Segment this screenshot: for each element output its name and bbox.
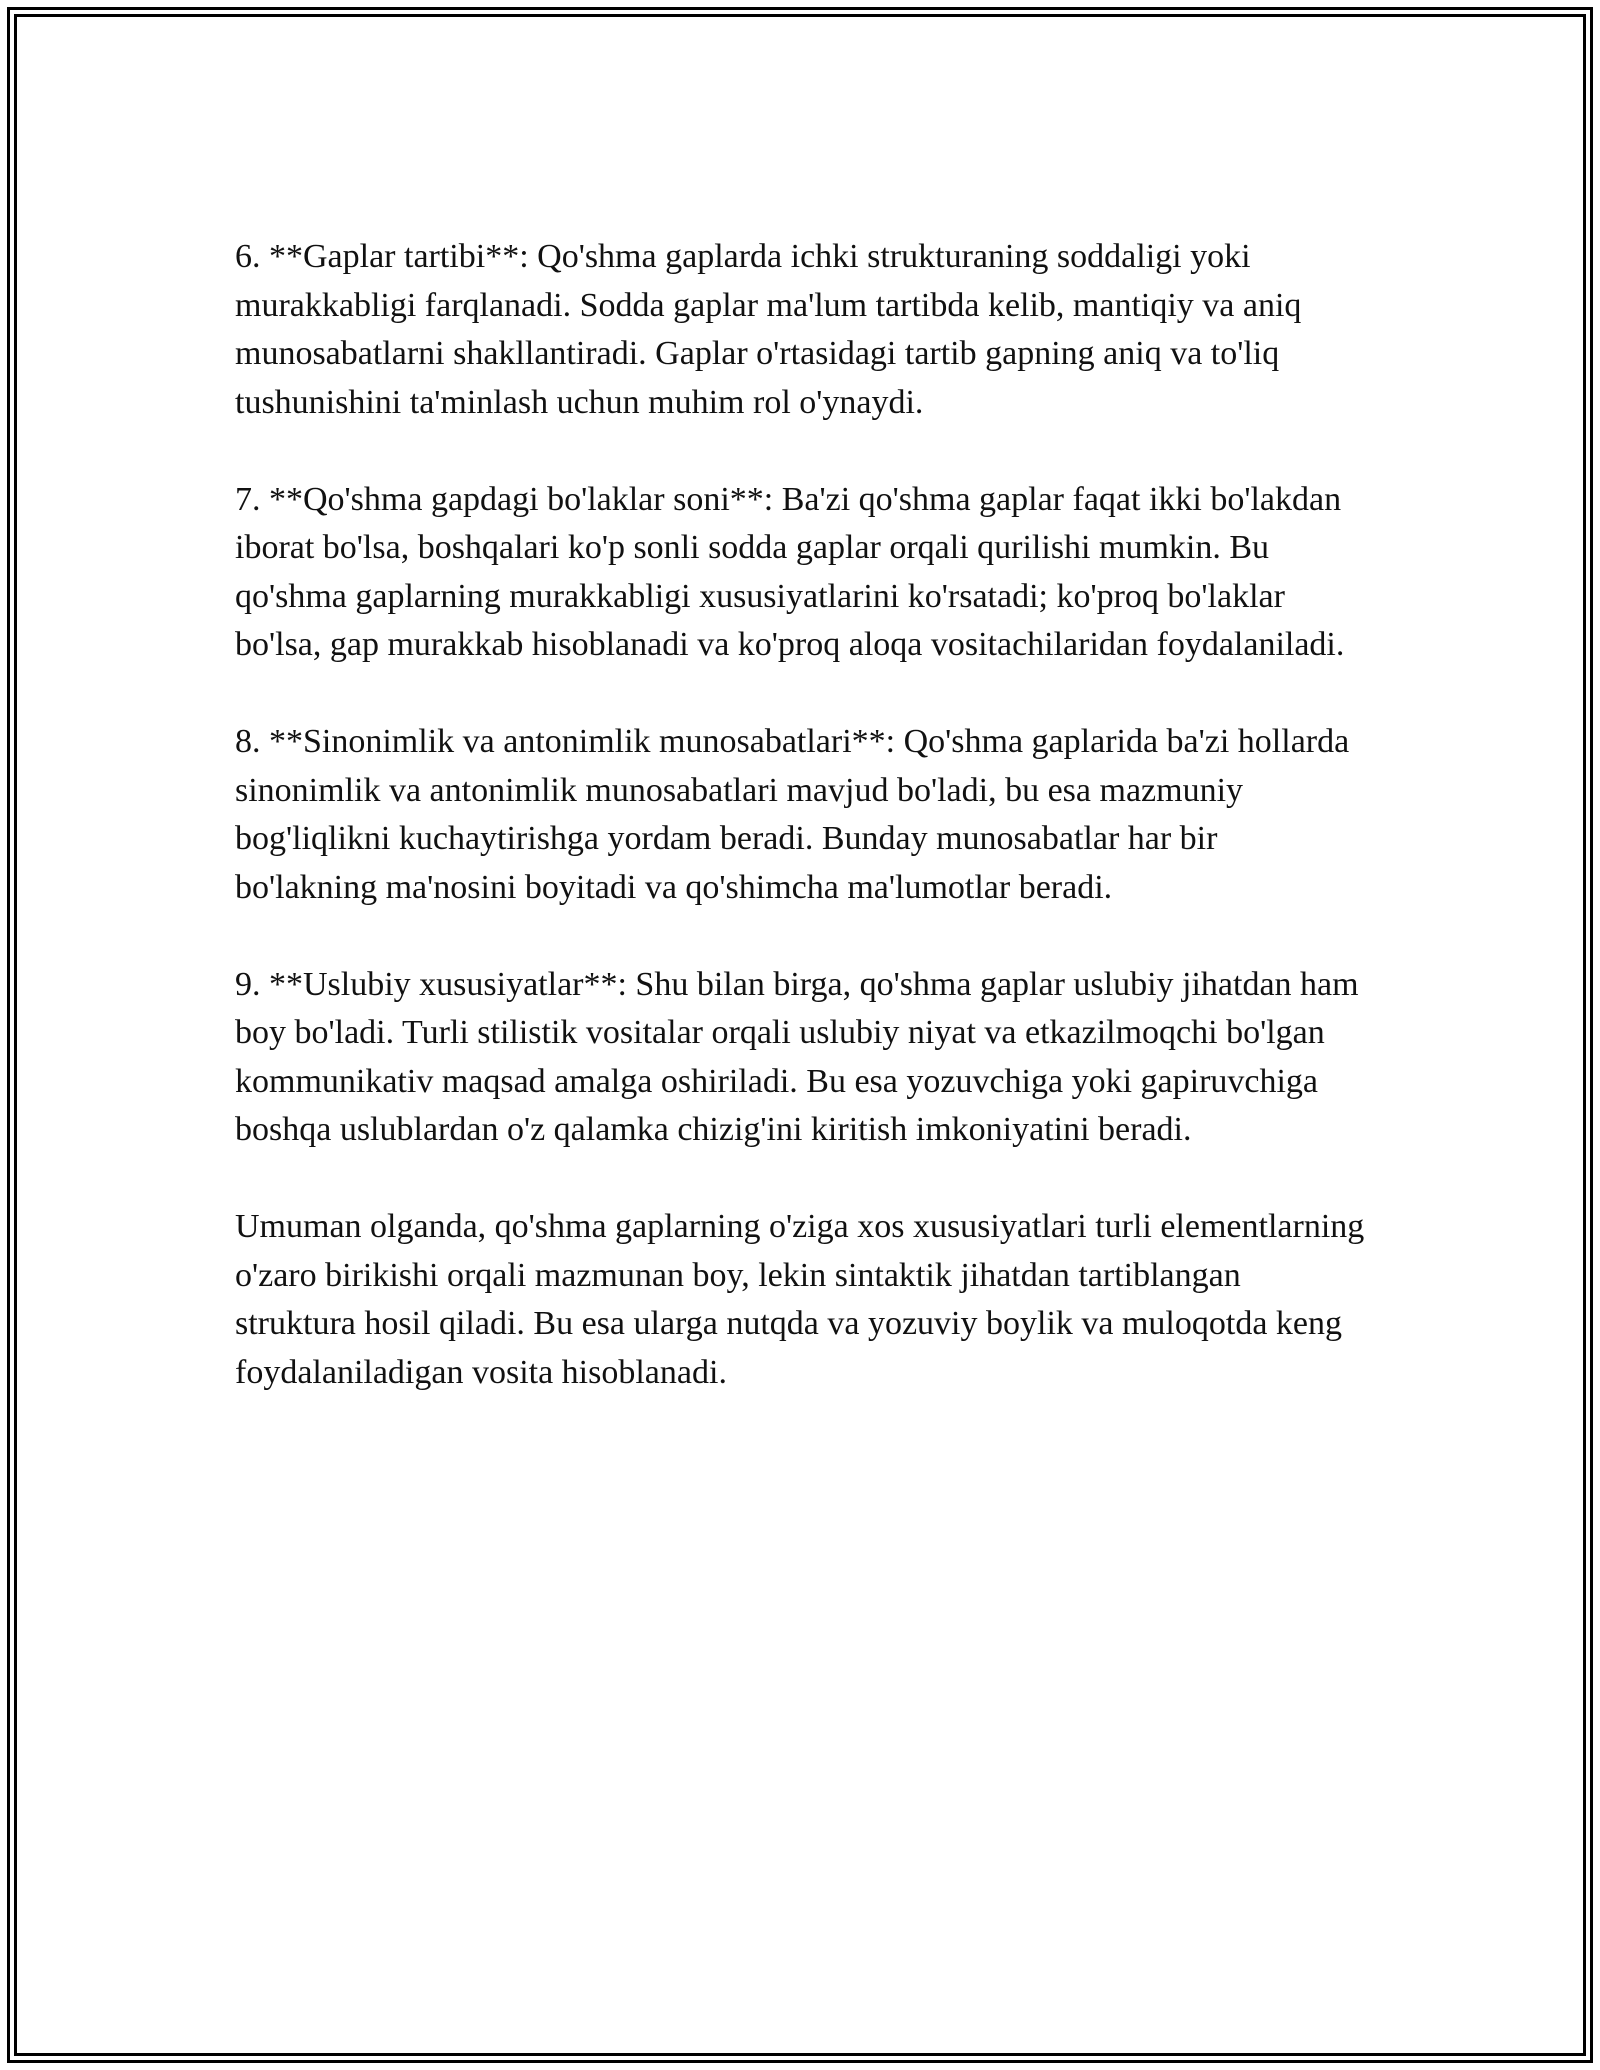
paragraph-item-9: 9. **Uslubiy xususiyatlar**: Shu bilan birga, qo'shma gaplar uslubiy jihatdan ham boy bo'ladi. Turli stilistik vositalar orqali uslubiy niyat va etkazilmoqchi bo'lgan kommunikativ maqsad amalga oshiriladi. Bu esa yozuvchiga yoki gapiruvchiga boshqa uslublardan o'z qalamka chizig'ini kiritish imkoniyatini beradi. (235, 965, 1359, 1148)
paragraph-item-6: 6. **Gaplar tartibi**: Qo'shma gaplarda ichki strukturaning soddaligi yoki murakkabligi farqlanadi. Sodda gaplar ma'lum tartibda kelib, mantiqiy va aniq munosabatlarni shakllantiradi. Gaplar o'rtasidagi tartib gapning aniq va to'liq tushunishini ta'minlash uchun muhim rol o'ynaydi. (235, 238, 1302, 421)
document-body (235, 233, 1365, 1446)
paragraph-item-8: 8. **Sinonimlik va antonimlik munosabatlari**: Qo'shma gaplarida ba'zi hollarda sinonimlik va antonimlik munosabatlari mavjud bo'ladi, bu esa mazmuniy bog'liqlikni kuchaytirishga yordam beradi. Bunday munosabatlar har bir bo'lakning ma'nosini boyitadi va qo'shimcha ma'lumotlar beradi. (235, 723, 1350, 906)
paragraph-item-7: 7. **Qo'shma gapdagi bo'laklar soni**: Ba'zi qo'shma gaplar faqat ikki bo'lakdan iborat bo'lsa, boshqalari ko'p sonli sodda gaplar orqali qurilishi mumkin. Bu qo'shma gaplarning murakkabligi xususiyatlarini ko'rsatadi; ko'proq bo'laklar bo'lsa, gap murakkab hisoblanadi va ko'proq aloqa vositachilaridan foydalaniladi. (235, 480, 1345, 663)
conclusion-paragraph: Umuman olganda, qo'shma gaplarning o'ziga xos xususiyatlari turli elementlarning o'zaro birikishi orqali mazmunan boy, lekin sintaktik jihatdan tartiblangan struktura hosil qiladi. Bu esa ularga nutqda va yozuviy boylik va muloqotda keng foydalaniladigan vosita hisoblanadi. (235, 1208, 1365, 1391)
